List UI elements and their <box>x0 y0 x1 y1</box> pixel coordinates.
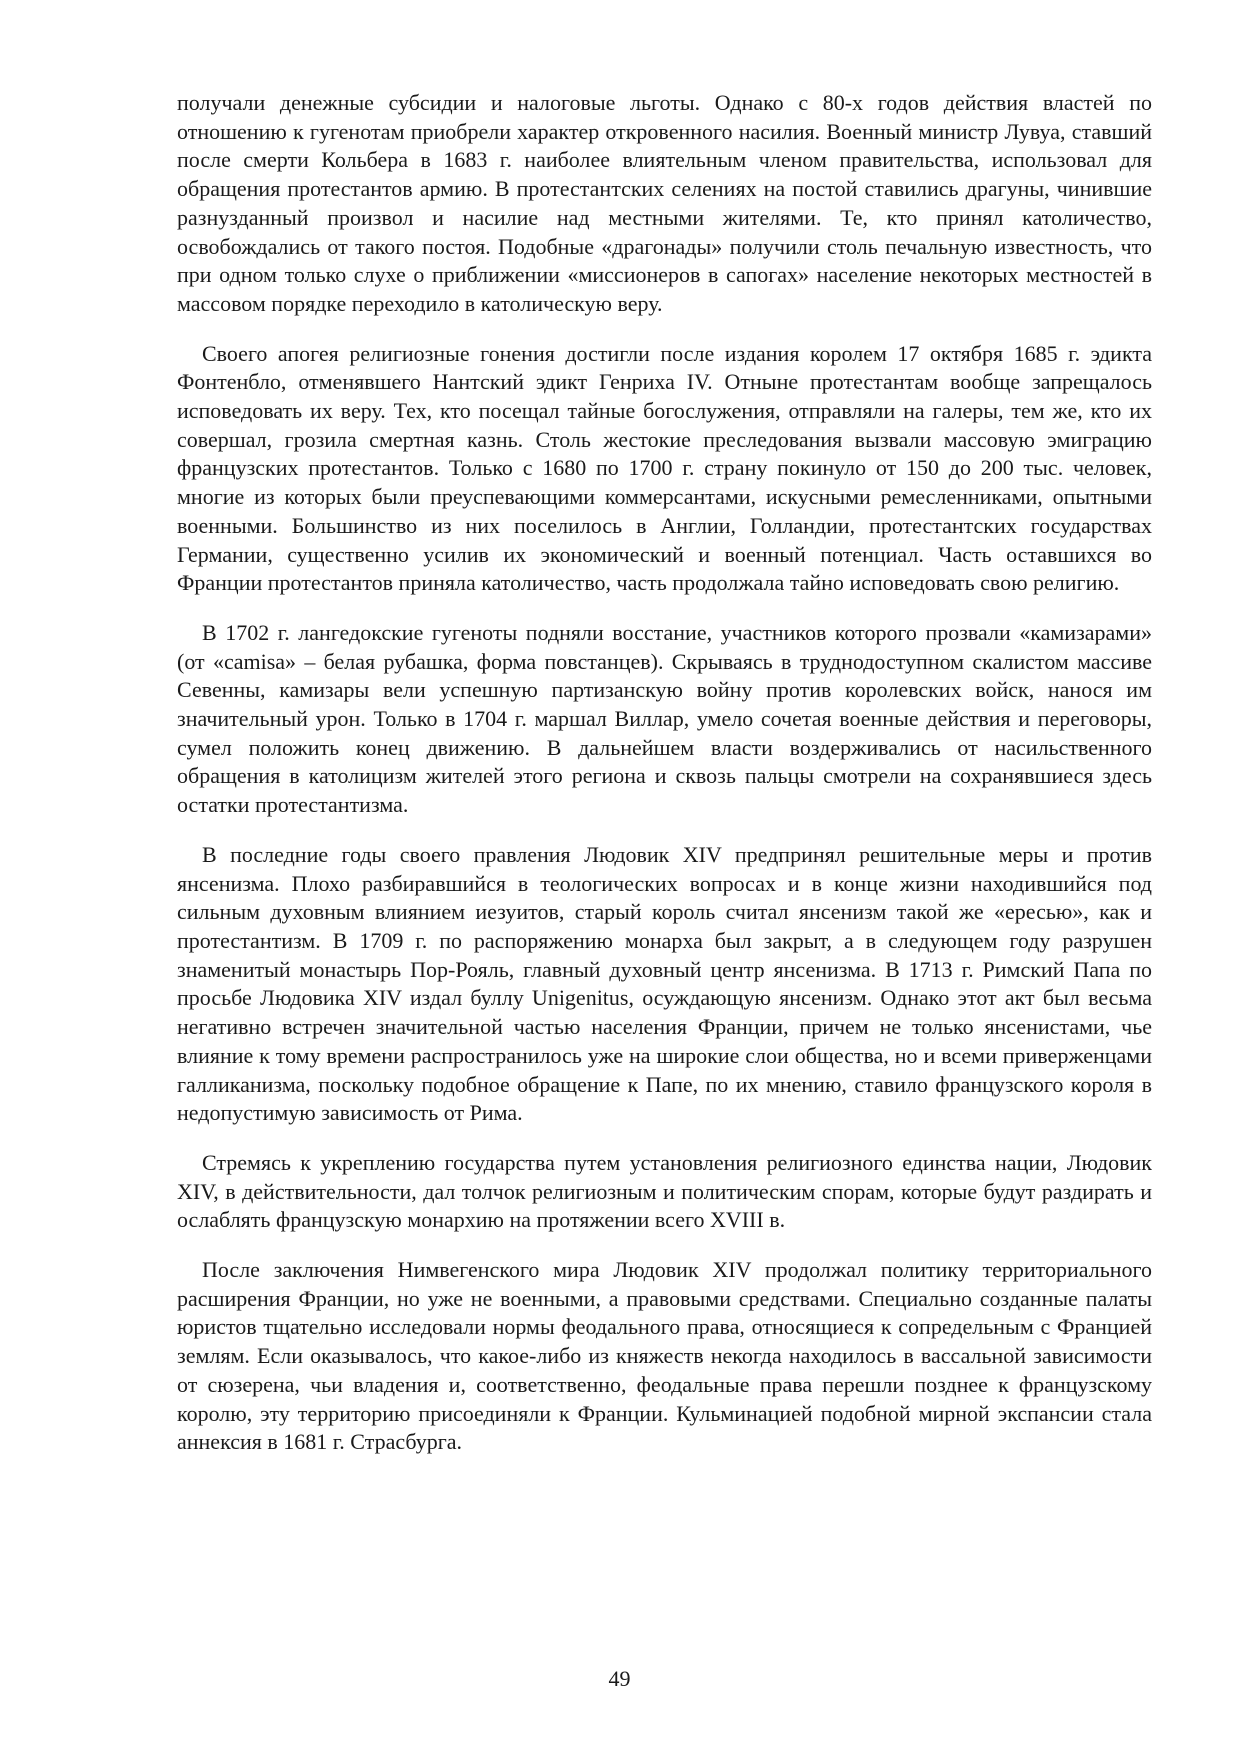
paragraph-4: В последние годы своего правления Людовик XIV предпринял решительные меры и против янсенизма. Плохо разбиравшийся в теологических вопросах и в конце жизни находившийся под сильным духовным влиянием иезуитов, старый король считал янсенизм такой же «ересью», как и протестантизм. В 1709 г. по распоряжению монарха был закрыт, а в следующем году разрушен знаменитый монастырь Пор-Рояль, главный духовный центр янсенизма. В 1713 г. Римский Папа по просьбе Людовика XIV издал буллу Unigenitus, осуждающую янсенизм. Однако этот акт был весьма негативно встречен значительной частью населения Франции, причем не только янсенистами, чье влияние к тому времени распространилось уже на широкие слои общества, но и всеми приверженцами галликанизма, поскольку подобное обращение к Папе, по их мнению, ставило французского короля в недопустимую зависимость от Рима. <box>177 841 1152 1126</box>
paragraph-5: Стремясь к укреплению государства путем установления религиозного единства нации, Людовик XIV, в действительности, дал толчок религиозным и политическим спорам, которые будут раздирать и ослаблять французскую монархию на протяжении всего XVIII в. <box>177 1149 1152 1233</box>
page-number: 49 <box>608 1666 631 1691</box>
paragraph-6: После заключения Нимвегенского мира Людовик XIV продолжал политику территориального расширения Франции, но уже не военными, а правовыми средствами. Специально созданные палаты юристов тщательно исследовали нормы феодального права, относящиеся к сопредельным с Францией землям. Если оказывалось, что какое-либо из княжеств некогда находилось в вассальной зависимости от сюзерена, чьи владения и, соответственно, феодальные права перешли позднее к французскому королю, эту территорию присоединяли к Франции. Кульминацией подобной мирной экспансии стала аннексия в 1681 г. Страсбурга. <box>177 1257 1152 1455</box>
paragraph-1: получали денежные субсидии и налоговые льготы. Однако с 80-х годов действия властей по отношению к гугенотам приобрели характер откровенного насилия. Военный министр Лувуа, ставший после смерти Кольбера в 1683 г. наиболее влиятельным членом правительства, использовал для обращения протестантов армию. В протестантских селениях на постой ставились драгуны, чинившие разнузданный произвол и насилие над местными жителями. Те, кто принял католичество, освобождались от такого постоя. Подобные «драгонады» получили столь печальную известность, что при одном только слухе о приближении «миссионеров в сапогах» население некоторых местностей в массовом порядке переходило в католическую веру. <box>177 90 1152 316</box>
body-text <box>177 89 1152 1478</box>
paragraph-2: Своего апогея религиозные гонения достигли после издания королем 17 октября 1685 г. эдикта Фонтенбло, отменявшего Нантский эдикт Генриха IV. Отныне протестантам вообще запрещалось исповедовать их веру. Тех, кто посещал тайные богослужения, отправляли на галеры, тем же, кто их совершал, грозила смертная казнь. Столь жестокие преследования вызвали массовую эмиграцию французских протестантов. Только с 1680 по 1700 г. страну покинуло от 150 до 200 тыс. человек, многие из которых были преуспевающими коммерсантами, искусными ремесленниками, опытными военными. Большинство из них поселилось в Англии, Голландии, протестантских государствах Германии, существенно усилив их экономический и военный потенциал. Часть оставшихся во Франции протестантов приняла католичество, часть продолжала тайно исповедовать свою религию. <box>177 340 1152 596</box>
paragraph-3: В 1702 г. лангедокские гугеноты подняли восстание, участников которого прозвали «камизарами» (от «camisa» – белая рубашка, форма повстанцев). Скрываясь в труднодоступном скалистом массиве Севенны, камизары вели успешную партизанскую войну против королевских войск, нанося им значительный урон. Только в 1704 г. маршал Виллар, умело сочетая военные действия и переговоры, сумел положить конец движению. В дальнейшем власти воздерживались от насильственного обращения в католицизм жителей этого региона и сквозь пальцы смотрели на сохранявшиеся здесь остатки протестантизма. <box>177 619 1152 818</box>
